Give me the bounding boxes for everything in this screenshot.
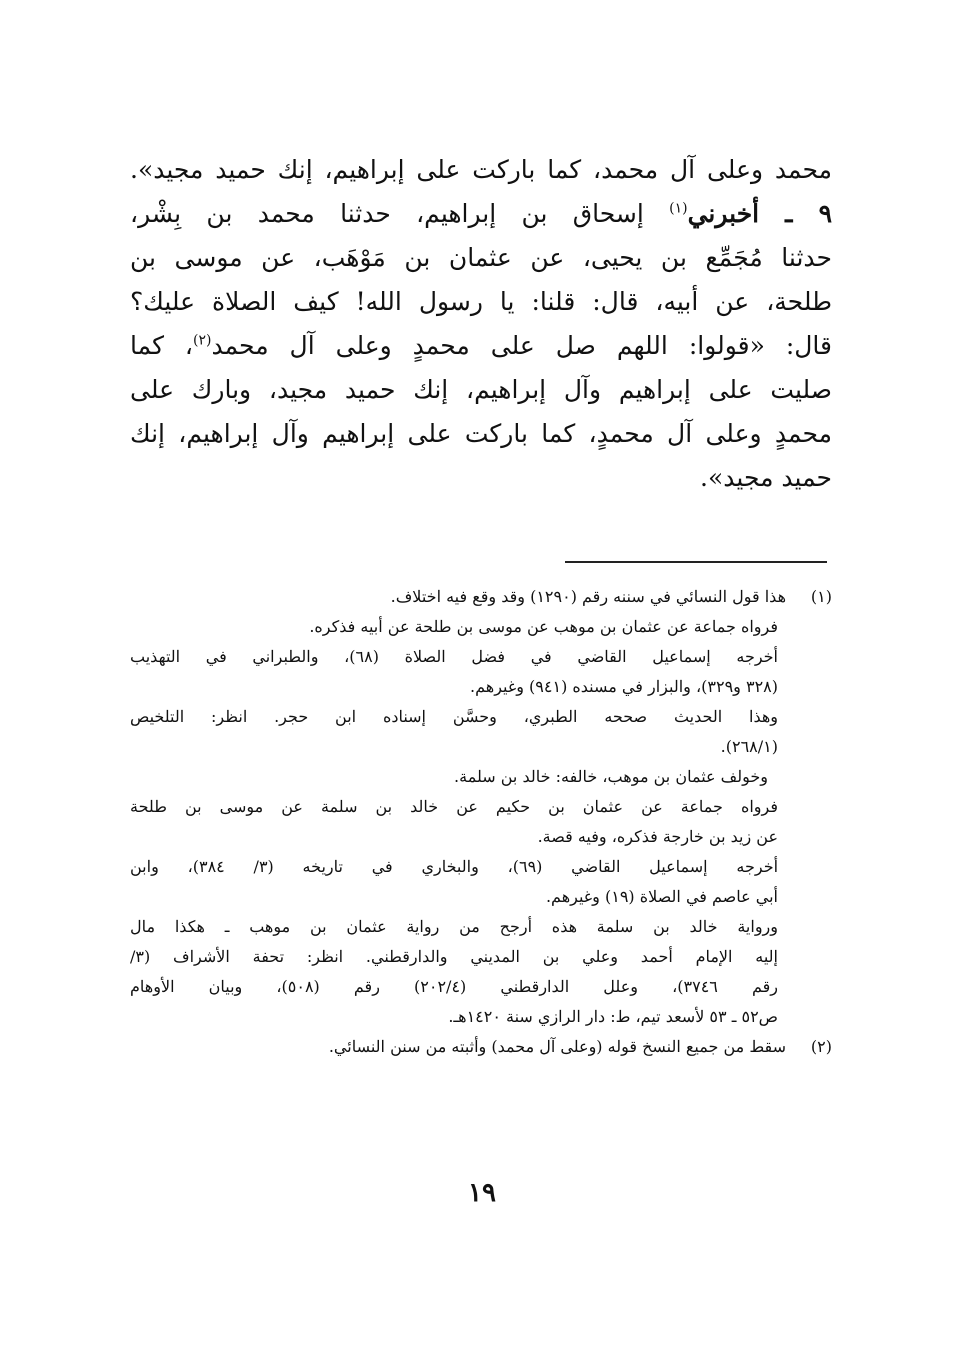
footnote-line bbox=[130, 852, 832, 882]
main-text-line bbox=[130, 148, 832, 192]
footnote-line bbox=[130, 1002, 832, 1032]
footnote-ref-1[interactable]: (١) bbox=[669, 200, 688, 217]
main-text-line bbox=[130, 280, 832, 324]
footnote-line bbox=[130, 642, 832, 672]
footnote-1 bbox=[130, 582, 832, 612]
footnote-line-content: أخرجه إسماعيل القاضي في فضل الصلاة (٦٨)، والطبراني في التهذيب bbox=[130, 647, 778, 666]
footnote-line bbox=[130, 792, 832, 822]
footnote-line bbox=[130, 882, 832, 912]
main-text-line-content: قال: «قولوا: اللهم صل على محمدٍ وعلى آل محمد bbox=[211, 331, 833, 360]
main-text-line bbox=[130, 412, 832, 456]
footnote-line-content: فرواه جماعة عن عثمان بن حكيم عن خالد بن سلمة عن موسى بن طلحة bbox=[130, 797, 779, 816]
footnote-line-content: عن زيد بن خارجة فذكره، وفيه قصة. bbox=[537, 827, 778, 846]
footnote-line-content: وخولف عثمان بن موهب، خالفه: خالد بن سلمة. bbox=[454, 767, 768, 786]
footnote-line-content: (٣٢٨ و٣٢٩)، والبزار في مسنده (٩٤١) وغيرهم. bbox=[470, 677, 778, 696]
main-text-line-content: صليت على إبراهيم وآل إبراهيم، إنك حميد مجيد، وبارك على bbox=[130, 375, 832, 404]
main-text-line-content: حدثنا مُجَمِّع بن يحيى، عن عثمان بن مَوْهَب، عن موسى بن bbox=[130, 243, 832, 272]
main-text-line-content: إسحاق بن إبراهيم، حدثنا محمد بن بِشْر، bbox=[130, 199, 670, 228]
footnote-line: هذا قول النسائي في سننه رقم (١٢٩٠) وقد وقع فيه اختلاف. bbox=[390, 587, 786, 606]
footnote-line bbox=[130, 732, 832, 762]
footnote-ref-2[interactable]: (٢) bbox=[193, 332, 212, 349]
main-text-line bbox=[130, 368, 832, 412]
footnote-line-content: أبي عاصم في الصلاة (١٩) وغيرهم. bbox=[545, 887, 778, 906]
footnote-line bbox=[130, 822, 832, 852]
footnote-line bbox=[130, 972, 832, 1002]
footnote-line bbox=[130, 672, 832, 702]
main-text-line bbox=[130, 456, 832, 500]
hadith-9-heading-line bbox=[130, 192, 832, 236]
main-text-line-content: ، كما bbox=[130, 331, 194, 360]
main-text-block bbox=[130, 148, 832, 500]
footnote-line bbox=[130, 912, 832, 942]
footnote-line: سقط من جميع النسخ قوله (وعلى آل محمد) وأثبته من سنن النسائي. bbox=[328, 1037, 786, 1056]
footnote-1-number: (١) bbox=[810, 587, 832, 606]
footnote-line-content: ص٥٢ ـ ٥٣ لأسعد تيم، ط: دار الرازي سنة ١٤٢٠هـ. bbox=[448, 1007, 778, 1026]
footnote-line bbox=[130, 702, 832, 732]
footnote-separator bbox=[565, 561, 827, 563]
main-text-line-content: محمدٍ وعلى آل محمدٍ، كما باركت على إبراهيم وآل إبراهيم، إنك bbox=[130, 419, 832, 448]
hadith-number-akhbarani: ٩ ـ أخبرني bbox=[687, 199, 833, 228]
footnote-line-content: أخرجه إسماعيل القاضي (٦٩)، والبخاري في تاريخه (٣/ ٣٨٤)، وابن bbox=[130, 857, 779, 876]
footnotes-block bbox=[130, 582, 832, 1062]
footnote-line-content: إليه الإمام أحمد وعلي بن المديني والدارقطني. انظر: تحفة الأشراف (٣/ bbox=[130, 947, 778, 966]
footnote-2-number: (٢) bbox=[810, 1037, 832, 1056]
footnote-line-content: فرواه جماعة عن عثمان بن موهب عن موسى بن طلحة عن أبيه فذكره. bbox=[309, 617, 778, 636]
footnote-line-content: رقم ٣٧٤٦)، وعلل الدارقطني (٢٠٢/٤) رقم (٥٠٨)، وبيان الأوهام bbox=[130, 977, 778, 996]
main-text-line bbox=[130, 324, 832, 368]
main-text-line bbox=[130, 236, 832, 280]
footnote-line bbox=[130, 612, 832, 642]
footnote-line-content: وهذا الحديث صححه الطبري، وحسَّن إسناده ابن حجر. انظر: التلخيص bbox=[130, 707, 778, 726]
page-number: ١٩ bbox=[468, 1178, 496, 1208]
footnote-line-content: ورواية خالد بن سلمة هذه أرجح من رواية عثمان بن موهب ـ هكذا مال bbox=[130, 917, 778, 936]
main-text-line-content: طلحة، عن أبيه، قال: قلنا: يا رسول الله! كيف الصلاة عليك؟ bbox=[130, 287, 832, 316]
main-text-line-content: محمد وعلى آل محمد، كما باركت على إبراهيم، إنك حميد مجيد». bbox=[130, 155, 832, 184]
footnote-line bbox=[130, 762, 832, 792]
footnote-line-content: (٢٦٨/١). bbox=[720, 737, 778, 756]
footnote-line bbox=[130, 942, 832, 972]
footnote-2 bbox=[130, 1032, 832, 1062]
main-text-line-content: حميد مجيد». bbox=[700, 463, 832, 492]
